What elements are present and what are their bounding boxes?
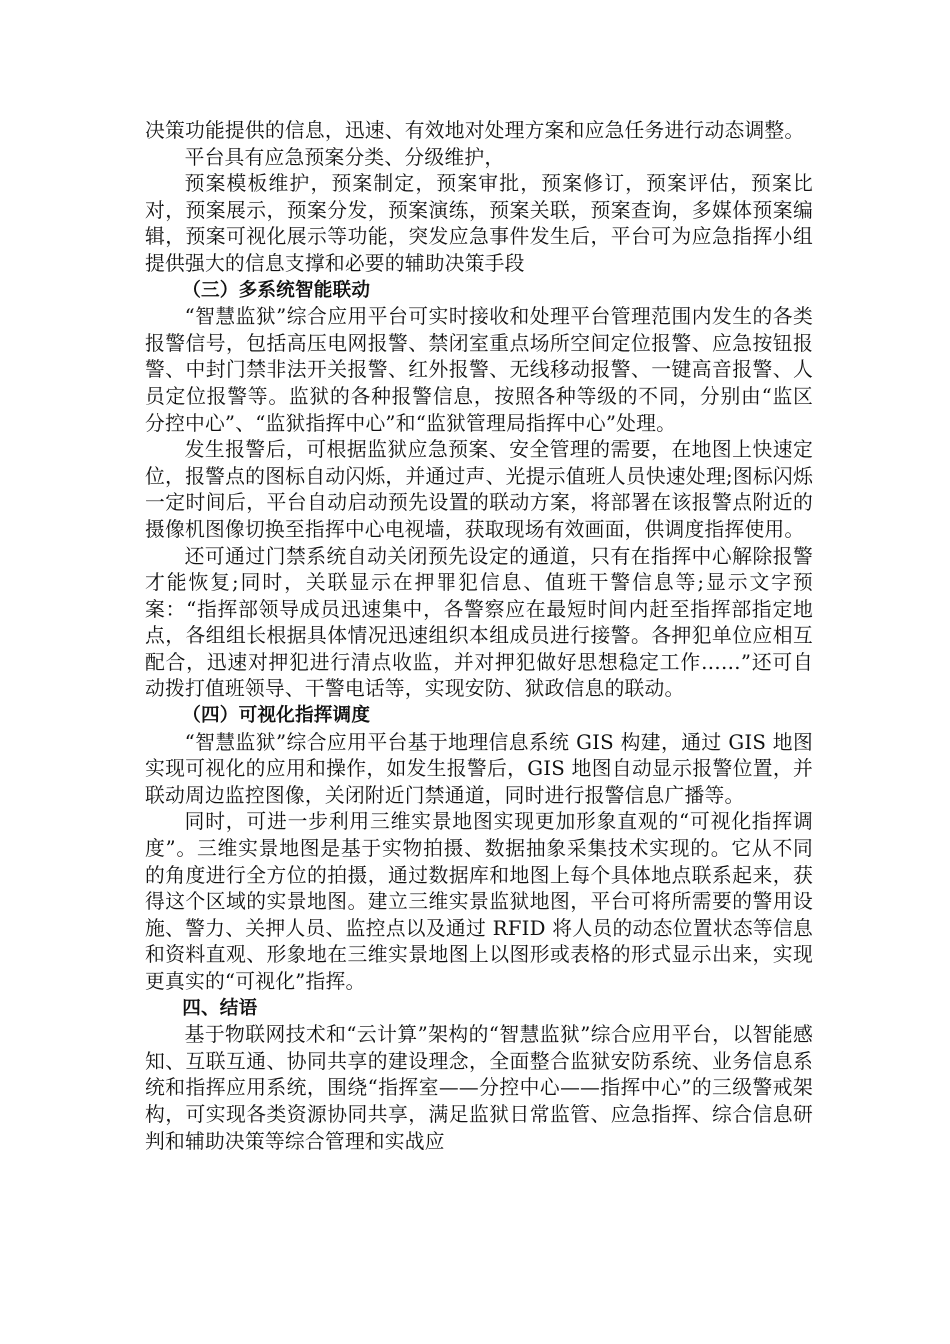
section-heading-multi-system-linkage: （三）多系统智能联动 <box>182 279 371 301</box>
section-heading-conclusion: 四、结语 <box>182 997 258 1019</box>
paragraph-plan-maintenance: 预案模板维护，预案制定，预案审批，预案修订，预案评估，预案比对，预案展示，预案分发，预案演练，预案关联，预案查询，多媒体预案编辑，预案可视化展示等功能，突发应急事件发生后，平台可为应急指挥小组提供强大的信息支撑和必要的辅助决策手段 <box>145 172 813 275</box>
paragraph-access-control-linkage: 还可通过门禁系统自动关闭预先设定的通道，只有在指挥中心解除报警才能恢复;同时，关联显示在押罪犯信息、值班干警信息等;显示文字预案：“指挥部领导成员迅速集中，各警察应在最短时间内赶至指挥部指定地点，各组组长根据具体情况迅速组织本组成员进行接警。各押犯单位应相互配合，迅速对押犯进行清点收监，并对押犯做好思想稳定工作……”还可自动拨打值班领导、干警电话等，实现安防、狱政信息的联动。 <box>145 544 813 701</box>
document-page <box>145 118 813 1155</box>
paragraph-3d-map: 同时，可进一步利用三维实景地图实现更加形象直观的“可视化指挥调度”。三维实景地图是基于实物拍摄、数据抽象采集技术实现的。它从不同的角度进行全方位的拍摄，通过数据库和地图上每个具体地点联系起来，获得这个区域的实景地图。建立三维实景监狱地图，平台可将所需要的警用设施、警力、关押人员、监控点以及通过 RFID 将人员的动态位置状态等信息和资料直观、形象地在三维实景地图上以图形或表格的形式显示出来，实现更真实的“可视化”指挥。 <box>145 810 813 993</box>
paragraph-decision-continuation: 决策功能提供的信息，迅速、有效地对处理方案和应急任务进行动态调整。 <box>145 119 805 142</box>
section-heading-visual-dispatch: （四）可视化指挥调度 <box>182 705 371 727</box>
paragraph-conclusion: 基于物联网技术和“云计算”架构的“智慧监狱”综合应用平台，以智能感知、互联互通、协同共享的建设理念，全面整合监狱安防系统、业务信息系统和指挥应用系统，围绕“指挥室——分控中心——指挥中心”的三级警戒架构，可实现各类资源协同共享，满足监狱日常监管、应急指挥、综合信息研判和辅助决策等综合管理和实战应 <box>145 1023 813 1153</box>
paragraph-alarm-signals: “智慧监狱”综合应用平台可实时接收和处理平台管理范围内发生的各类报警信号，包括高压电网报警、禁闭室重点场所空间定位报警、应急按钮报警、中封门禁非法开关报警、红外报警、无线移动报警、一键高音报警、人员定位报警等。监狱的各种报警信息，按照各种等级的不同，分别由“监区分控中心”、“监狱指挥中心”和“监狱管理局指挥中心”处理。 <box>145 305 813 435</box>
paragraph-gis: “智慧监狱”综合应用平台基于地理信息系统 GIS 构建，通过 GIS 地图实现可视化的应用和操作，如发生报警后，GIS 地图自动显示报警位置，并联动周边监控图像，关闭附近门禁通道，同时进行报警信息广播等。 <box>145 730 813 807</box>
paragraph-alarm-handling: 发生报警后，可根据监狱应急预案、安全管理的需要，在地图上快速定位，报警点的图标自动闪烁，并通过声、光提示值班人员快速处理;图标闪烁一定时间后，平台自动启动预先设置的联动方案，将部署在该报警点附近的摄像机图像切换至指挥中心电视墙，获取现场有效画面，供调度指挥使用。 <box>145 438 813 541</box>
paragraph-plan-classification: 平台具有应急预案分类、分级维护， <box>184 145 505 169</box>
